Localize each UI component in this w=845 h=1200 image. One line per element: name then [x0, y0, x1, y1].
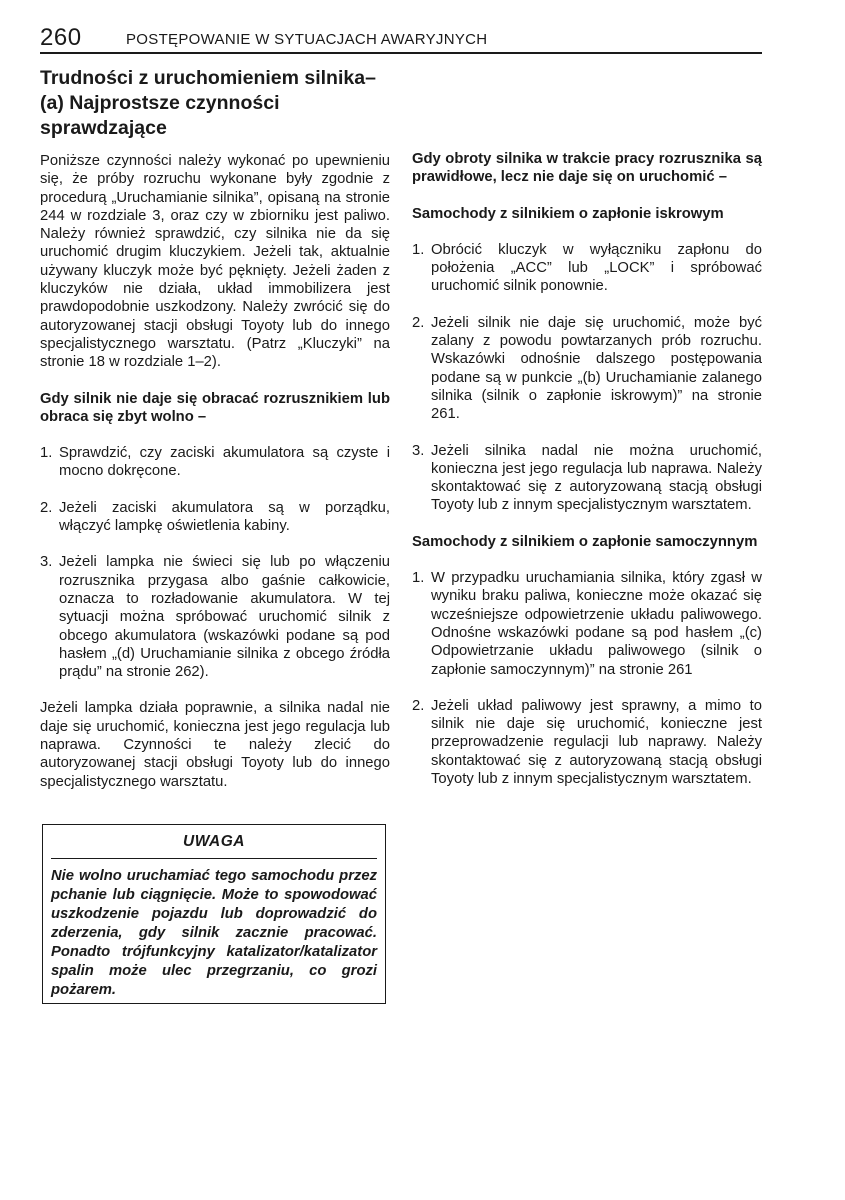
list-number: 3.	[412, 442, 425, 459]
list-item	[412, 569, 762, 679]
list-item	[40, 499, 390, 536]
list-text: Jeżeli układ paliwowy jest sprawny, a mimo to silnik nie daje się uruchomić, konieczne jest przeprowadzenie regulacji lub naprawy. Należy skontaktować się z autoryzowaną stacją obsługi Toyoty lub z innym specjalistycznym warsztatem.	[431, 697, 762, 788]
title-line: (a) Najprostsze czynności	[40, 92, 280, 114]
list-number: 1.	[40, 445, 53, 462]
list-text: W przypadku uruchamiania silnika, który zgasł w wyniku braku paliwa, konieczne może okazać się wcześniejsze odpowietrzenie układu paliwowego. Odnośne wskazówki podane są pod hasłem „(c) Odpowietrzanie układu paliwowego (silnik o zapłonie samoczynnym)” na stronie 261	[431, 570, 762, 678]
list-number: 2.	[412, 697, 425, 714]
subheading-petrol: Samochody z silnikiem o zapłonie iskrowym	[412, 205, 724, 222]
title-line: Trudności z uruchomieniem silnika–	[40, 67, 376, 89]
list-text: Jeżeli silnik nie daje się uruchomić, może być zalany z powodu powtarzanych prób rozruchu. Wskazówki odnośnie dalszego postępowania podane są w punkcie „(b) Uruchamianie zalanego silnika (silnik o zapłonie iskrowym)” na stronie 261.	[431, 314, 762, 423]
list-item	[412, 442, 762, 515]
list-item	[40, 444, 390, 481]
intro-paragraph: Poniższe czynności należy wykonać po upewnieniu się, że próby rozruchu wykonane były zgodnie z procedurą „Uruchamianie silnika”, opisaną na stronie 244 w rozdziale 3, oraz czy w zbiorniku jest paliwo. Należy również sprawdzić, czy silnika nie da się uruchomić drugim kluczykiem. Jeżeli tak, aktualnie używany kluczyk może być pęknięty. Jeżeli żaden z kluczyków nie działa, układ immobilizera jest prawdopodobnie uszkodzony. Należy zwrócić się do autoryzowanej stacji obsługi Toyoty lub do innego specjalistycznego warsztatu. (Patrz „Kluczyki” na stronie 18 w rozdziale 1–2).	[40, 153, 390, 371]
left-column	[40, 66, 390, 809]
list-number: 3.	[40, 554, 53, 571]
warning-text: Nie wolno uruchamiać tego samochodu przez pchanie lub ciągnięcie. Może to spowodować uszkodzenie pojazdu lub doprowadzić do zderzenia, gdy silnik zacznie pracować. Ponadto trójfunkcyjny katalizator/katalizator spalin może ulec przegrzaniu, co grozi pożarem.	[51, 868, 377, 998]
page-header	[40, 22, 762, 54]
title-line: sprawdzające	[40, 117, 167, 139]
warning-title: UWAGA	[183, 833, 245, 850]
closing-paragraph: Jeżeli lampka działa poprawnie, a silnika nadal nie daje się uruchomić, konieczna jest jego regulacja lub naprawa. Czynności te należy zlecić do autoryzowanej stacji obsługi Toyoty lub do innego specjalistycznego warsztatu.	[40, 700, 390, 790]
list-item	[412, 314, 762, 424]
warning-box	[42, 824, 386, 1004]
warning-divider	[51, 858, 377, 859]
right-column	[412, 150, 762, 806]
list-item	[412, 697, 762, 788]
page-number: 260	[40, 24, 82, 51]
list-text: Jeżeli zaciski akumulatora są w porządku, włączyć lampkę oświetlenia kabiny.	[59, 499, 390, 535]
list-number: 1.	[412, 241, 425, 258]
list-item	[412, 241, 762, 296]
subheading-no-start: Gdy obroty silnika w trakcie pracy rozrusznika są prawidłowe, lecz nie daje się on uruchomić –	[412, 151, 762, 186]
list-item	[40, 553, 390, 681]
list-number: 1.	[412, 570, 425, 587]
list-text: Sprawdzić, czy zaciski akumulatora są czyste i mocno dokręcone.	[59, 445, 390, 480]
list-number: 2.	[40, 499, 53, 516]
list-number: 2.	[412, 314, 425, 331]
section-title: POSTĘPOWANIE W SYTUACJACH AWARYJNYCH	[126, 31, 488, 48]
subheading-diesel: Samochody z silnikiem o zapłonie samoczynnym	[412, 533, 758, 550]
list-text: Obrócić kluczyk w wyłączniku zapłonu do położenia „ACC” lub „LOCK” i spróbować uruchomić silnik ponownie.	[431, 241, 762, 295]
list-text: Jeżeli silnika nadal nie można uruchomić, konieczna jest jego regulacja lub naprawa. Należy skontaktować się z autoryzowaną stacją obsługi Toyoty lub z innym specjalistycznym warsztatem.	[431, 442, 762, 514]
subheading-starter-slow: Gdy silnik nie daje się obracać rozrusznikiem lub obraca się zbyt wolno –	[40, 390, 390, 425]
list-text: Jeżeli lampka nie świeci się lub po włączeniu rozrusznika przygasa albo gaśnie całkowicie, oznacza to rozładowanie akumulatora. W tej sytuacji można spróbować uruchomić silnik z obcego akumulatora (wskazówki podane są pod hasłem „(d) Uruchamianie silnika z obcego źródła prądu” na stronie 262).	[59, 554, 390, 681]
page-title	[40, 66, 390, 141]
